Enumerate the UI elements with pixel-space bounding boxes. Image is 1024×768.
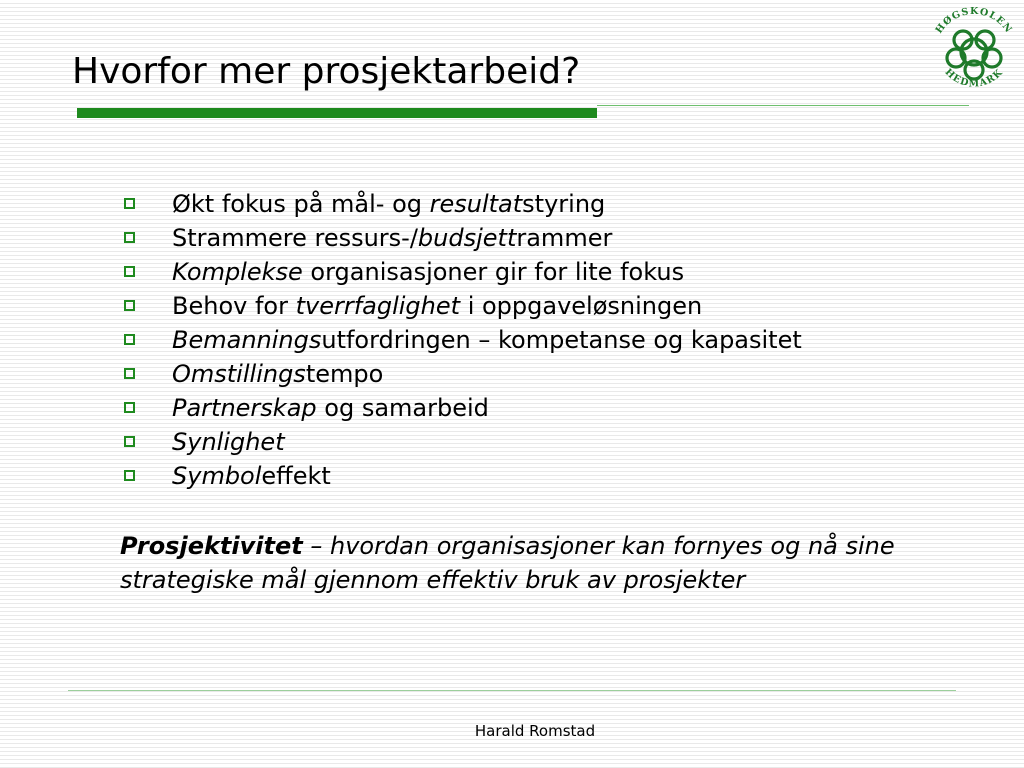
bullet-item — [122, 357, 802, 391]
svg-text:HEDMARK: HEDMARK — [942, 66, 1006, 90]
footer-divider-line — [68, 690, 956, 691]
bullet-emphasis: budsjett — [417, 224, 517, 252]
bullet-text: og samarbeid — [316, 394, 489, 422]
bullet-text: utfordringen – kompetanse og kapasitet — [321, 326, 802, 354]
conclusion-paragraph — [120, 529, 960, 597]
square-bullet-icon — [124, 470, 135, 481]
square-bullet-icon — [124, 232, 135, 243]
bullet-item — [122, 391, 802, 425]
square-bullet-icon — [124, 368, 135, 379]
bullet-item — [122, 187, 802, 221]
bullet-text: Økt fokus på mål- og — [172, 190, 430, 218]
title-accent-bar — [77, 108, 597, 118]
hogskolen-hedmark-logo — [922, 0, 1024, 104]
square-bullet-icon — [124, 300, 135, 311]
bullet-text: Strammere ressurs-/ — [172, 224, 418, 252]
square-bullet-icon — [124, 436, 135, 447]
bullet-text: i oppgaveløsningen — [460, 292, 703, 320]
bullet-emphasis: Omstillings — [172, 360, 306, 388]
title-divider-line — [597, 105, 969, 106]
footer-author: Harald Romstad — [474, 722, 596, 740]
conclusion-text: – hvordan organisasjoner kan fornyes og nå sine strategiske mål gjennom effektiv bruk av prosjekter — [120, 532, 895, 594]
slide-title: Hvorfor mer prosjektarbeid? — [72, 51, 581, 92]
bullet-text: tempo — [305, 360, 384, 388]
bullet-item — [122, 289, 802, 323]
bullet-text: effekt — [261, 462, 331, 490]
bullet-emphasis: Partnerskap — [172, 394, 317, 422]
svg-text:HØGSKOLEN: HØGSKOLEN — [933, 5, 1015, 36]
square-bullet-icon — [124, 266, 135, 277]
bullet-emphasis: Bemannings — [172, 326, 322, 354]
bullet-item — [122, 323, 802, 357]
bullet-emphasis: resultat — [429, 190, 523, 218]
bullet-list — [122, 187, 802, 493]
bullet-text: rammer — [516, 224, 613, 252]
bullet-item — [122, 425, 802, 459]
square-bullet-icon — [124, 334, 135, 345]
bullet-emphasis: Synlighet — [172, 428, 285, 456]
square-bullet-icon — [124, 198, 135, 209]
bullet-item — [122, 255, 802, 289]
bullet-text: organisasjoner gir for lite fokus — [302, 258, 685, 286]
bullet-item — [122, 459, 802, 493]
bullet-emphasis: tverrfaglighet — [295, 292, 461, 320]
bullet-text: Behov for — [172, 292, 296, 320]
square-bullet-icon — [124, 402, 135, 413]
bullet-emphasis: Komplekse — [172, 258, 303, 286]
conclusion-term: Prosjektivitet — [120, 532, 303, 560]
bullet-text: styring — [522, 190, 606, 218]
bullet-emphasis: Symbol — [172, 462, 262, 490]
bullet-item — [122, 221, 802, 255]
